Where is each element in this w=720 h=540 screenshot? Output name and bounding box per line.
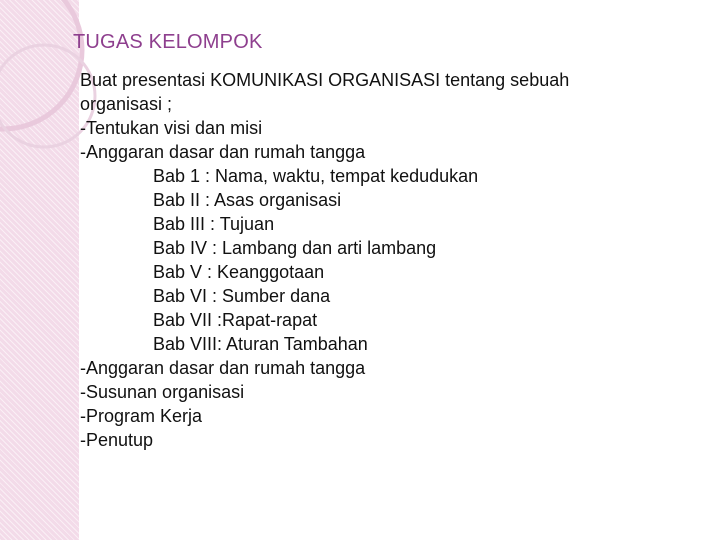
bab-5: Bab V : Keanggotaan xyxy=(153,262,325,282)
bab-8: Bab VIII: Aturan Tambahan xyxy=(153,334,368,354)
bab-1: Bab 1 : Nama, waktu, tempat kedudukan xyxy=(153,166,479,186)
body-line-intro: Buat presentasi KOMUNIKASI ORGANISASI tentang sebuah xyxy=(80,70,570,90)
bab-6: Bab VI : Sumber dana xyxy=(153,286,331,306)
bab-7: Bab VII :Rapat-rapat xyxy=(153,310,318,330)
bab-2: Bab II : Asas organisasi xyxy=(153,190,342,210)
bullet-penutup: -Penutup xyxy=(80,430,154,450)
decorative-side-strip xyxy=(0,0,79,540)
bullet-visi-misi: -Tentukan visi dan misi xyxy=(80,118,263,138)
bab-4: Bab IV : Lambang dan arti lambang xyxy=(153,238,437,258)
slide-body xyxy=(80,68,700,452)
bab-3: Bab III : Tujuan xyxy=(153,214,275,234)
bullet-anggaran-dasar: -Anggaran dasar dan rumah tangga xyxy=(80,142,366,162)
bullet-anggaran-rumah-tangga: -Anggaran dasar dan rumah tangga xyxy=(80,358,366,378)
bullet-program-kerja: -Program Kerja xyxy=(80,406,203,426)
slide-title: TUGAS KELOMPOK xyxy=(73,31,263,53)
bullet-susunan-organisasi: -Susunan organisasi xyxy=(80,382,245,402)
body-line-intro-cont: organisasi ; xyxy=(80,94,173,114)
